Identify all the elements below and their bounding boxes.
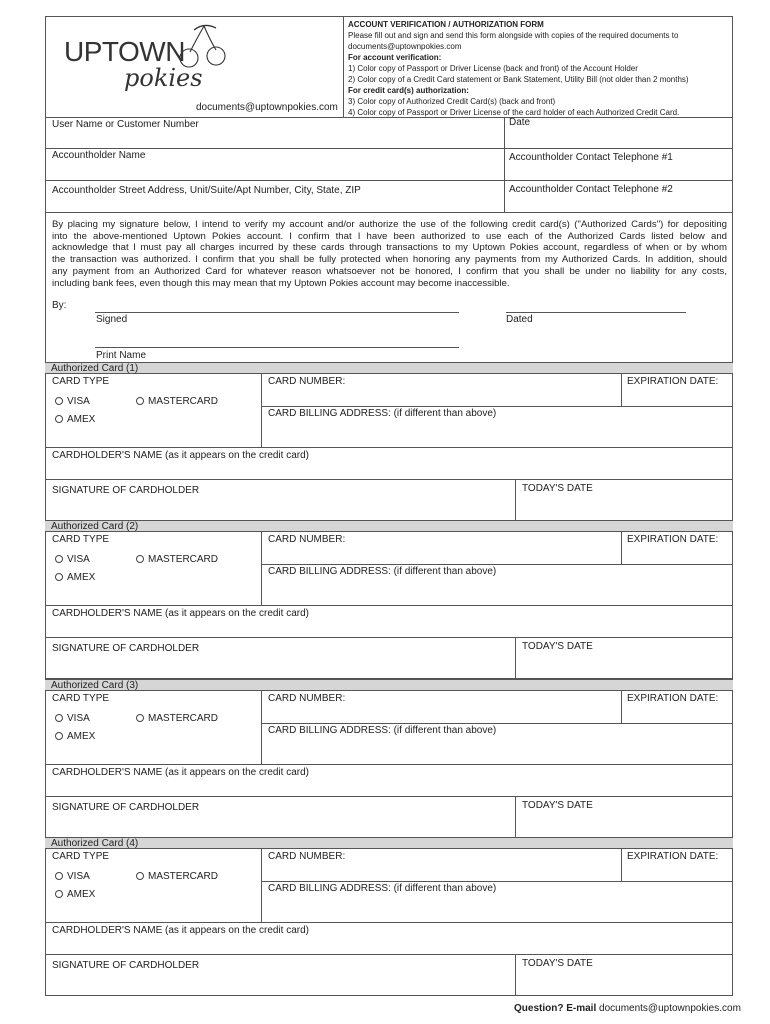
expiration-field[interactable] [623, 388, 732, 405]
card-number-label: CARD NUMBER: [268, 534, 346, 545]
username-label: User Name or Customer Number [52, 119, 199, 130]
visa-option[interactable] [55, 396, 90, 407]
amex-option[interactable] [55, 414, 95, 425]
radio-icon [136, 714, 144, 722]
radio-icon [55, 573, 63, 581]
mastercard-option[interactable] [136, 396, 218, 407]
consent-line: the transaction was authorized. I confirm that you shall be fully protected when honoring any payments from my Authorized Cards. In addition, should [52, 254, 727, 266]
amex-label: AMEX [67, 731, 96, 742]
footer-email[interactable]: documents@uptownpokies.com [599, 1003, 741, 1014]
cardholder-name-label: CARDHOLDER'S NAME (as it appears on the credit card) [52, 608, 309, 619]
signature-label: SIGNATURE OF CARDHOLDER [52, 485, 200, 496]
todays-date-label: TODAY'S DATE [522, 483, 593, 494]
cardholder-name-label: CARDHOLDER'S NAME (as it appears on the credit card) [52, 450, 309, 461]
signature-field[interactable] [46, 497, 514, 519]
notice-heading-account: For account verification: [348, 53, 442, 62]
todays-date-label: TODAY'S DATE [522, 641, 593, 652]
radio-icon [55, 714, 63, 722]
radio-icon [55, 555, 63, 563]
card-number-field[interactable] [263, 388, 619, 405]
card-header: Authorized Card (2) [45, 520, 733, 532]
visa-option[interactable] [55, 713, 90, 724]
amex-label: AMEX [67, 414, 96, 425]
footer-contact [514, 1003, 741, 1014]
visa-label: VISA [67, 871, 90, 882]
card-type-label: CARD TYPE [52, 534, 110, 545]
visa-option[interactable] [55, 871, 90, 882]
expiration-field[interactable] [623, 546, 732, 563]
visa-label: VISA [67, 554, 90, 565]
card-type-label: CARD TYPE [52, 693, 110, 704]
radio-icon [55, 872, 63, 880]
todays-date-field[interactable] [517, 812, 732, 836]
billing-address-field[interactable] [263, 578, 732, 604]
username-field[interactable] [46, 131, 502, 147]
card-number-field[interactable] [263, 546, 619, 563]
phone2-label: Accountholder Contact Telephone #2 [509, 184, 673, 195]
notice-item-2: 2) Color copy of a Credit Card statement or Bank Statement, Utility Bill (not older than 2 months) [348, 75, 689, 84]
notice-line2: documents@uptownpokies.com [348, 42, 462, 51]
radio-icon [136, 872, 144, 880]
logo-sub: pokies [124, 64, 203, 92]
visa-label: VISA [67, 396, 90, 407]
print-name-label: Print Name [96, 350, 147, 361]
radio-icon [136, 555, 144, 563]
card-number-label: CARD NUMBER: [268, 851, 346, 862]
signature-field[interactable] [46, 972, 514, 994]
signed-line[interactable] [95, 312, 459, 313]
todays-date-label: TODAY'S DATE [522, 800, 593, 811]
mastercard-option[interactable] [136, 554, 218, 565]
notice-item-1: 1) Color copy of Passport or Driver License (back and front) of the Account Holder [348, 64, 638, 73]
radio-icon [55, 732, 63, 740]
mastercard-label: MASTERCARD [148, 554, 219, 565]
expiration-label: EXPIRATION DATE: [627, 376, 719, 387]
expiration-field[interactable] [623, 705, 732, 722]
signature-label: SIGNATURE OF CARDHOLDER [52, 643, 200, 654]
radio-icon [136, 397, 144, 405]
notice-title: ACCOUNT VERIFICATION / AUTHORIZATION FORM [348, 20, 544, 29]
notice-heading-credit: For credit card(s) authorization: [348, 86, 469, 95]
logo [62, 22, 242, 100]
visa-label: VISA [67, 713, 90, 724]
consent-line: By placing my signature below, I intend to verify my account and/or authorize the use of the following credit card(s) ("Authorized Cards") for depositing [52, 219, 727, 230]
card-number-label: CARD NUMBER: [268, 693, 346, 704]
header-divider [343, 16, 344, 117]
expiration-label: EXPIRATION DATE: [627, 534, 719, 545]
cardholder-name-field[interactable] [46, 937, 732, 953]
card-header: Authorized Card (3) [45, 679, 733, 691]
billing-address-field[interactable] [263, 420, 732, 446]
mastercard-option[interactable] [136, 871, 218, 882]
address-field[interactable] [46, 197, 502, 211]
logo-brand: UPTOWN [64, 36, 185, 67]
dated-line[interactable] [506, 312, 686, 313]
amex-option[interactable] [55, 731, 95, 742]
dated-label: Dated [506, 314, 533, 325]
amex-option[interactable] [55, 889, 95, 900]
card-type-label: CARD TYPE [52, 376, 110, 387]
consent-line: acknowledge that I must pay all charges incurred by these cards through transactions to my Uptown Pokies account, regardless of when or by whom [52, 242, 727, 254]
print-name-line[interactable] [95, 347, 459, 348]
notice-item-3: 3) Color copy of Authorized Credit Card(s) (back and front) [348, 97, 556, 106]
signed-label: Signed [96, 314, 128, 325]
notice-block [348, 19, 689, 118]
footer-question: Question? E-mail [514, 1003, 597, 1014]
expiration-label: EXPIRATION DATE: [627, 693, 719, 704]
amex-option[interactable] [55, 572, 95, 583]
cardholder-name-field[interactable] [46, 620, 732, 636]
billing-address-field[interactable] [263, 737, 732, 763]
phone1-label: Accountholder Contact Telephone #1 [509, 152, 673, 163]
todays-date-field[interactable] [517, 495, 732, 519]
billing-address-field[interactable] [263, 895, 732, 921]
card-number-label: CARD NUMBER: [268, 376, 346, 387]
billing-address-label: CARD BILLING ADDRESS: (if different than above) [268, 883, 497, 894]
mastercard-label: MASTERCARD [148, 396, 219, 407]
expiration-field[interactable] [623, 863, 732, 880]
phone2-field[interactable] [506, 197, 732, 211]
amex-label: AMEX [67, 889, 96, 900]
notice-item-4: 4) Color copy of Passport or Driver License of the card holder of each Authorized Credit Card. [348, 108, 680, 117]
expiration-label: EXPIRATION DATE: [627, 851, 719, 862]
visa-option[interactable] [55, 554, 90, 565]
holder-name-field[interactable] [46, 163, 502, 179]
address-label: Accountholder Street Address, Unit/Suite/Apt Number, City, State, ZIP [52, 185, 361, 196]
signature-field[interactable] [46, 814, 514, 836]
notice-line1: Please fill out and sign and send this form alongside with copies of the required documents to [348, 31, 679, 40]
radio-icon [55, 415, 63, 423]
cardholder-name-field[interactable] [46, 462, 732, 478]
radio-icon [55, 397, 63, 405]
billing-address-label: CARD BILLING ADDRESS: (if different than above) [268, 566, 497, 577]
todays-date-label: TODAY'S DATE [522, 958, 593, 969]
by-label: By: [52, 300, 67, 311]
date-label: Date [509, 117, 531, 128]
consent-line: including bank fees, even though this may mean that my Uptown Pokies account may become inaccessible. [52, 277, 510, 289]
todays-date-field[interactable] [517, 653, 732, 677]
signature-label: SIGNATURE OF CARDHOLDER [52, 802, 200, 813]
cardholder-name-label: CARDHOLDER'S NAME (as it appears on the credit card) [52, 925, 309, 936]
mastercard-label: MASTERCARD [148, 871, 219, 882]
todays-date-field[interactable] [517, 970, 732, 994]
mastercard-option[interactable] [136, 713, 218, 724]
signature-label: SIGNATURE OF CARDHOLDER [52, 960, 200, 971]
logo-email: documents@uptownpokies.com [196, 102, 338, 113]
card-number-field[interactable] [263, 863, 619, 880]
billing-address-label: CARD BILLING ADDRESS: (if different than above) [268, 725, 497, 736]
amex-label: AMEX [67, 572, 96, 583]
billing-address-label: CARD BILLING ADDRESS: (if different than above) [268, 408, 497, 419]
signature-field[interactable] [46, 655, 514, 677]
holder-name-label: Accountholder Name [52, 150, 146, 161]
card-header: Authorized Card (4) [45, 837, 733, 849]
card-number-field[interactable] [263, 705, 619, 722]
card-header: Authorized Card (1) [45, 362, 733, 374]
consent-line: into the above-mentioned Uptown Pokies account. I confirm that I have been authorized to use each of the Authorized Cards listed below and [52, 230, 727, 242]
mastercard-label: MASTERCARD [148, 713, 219, 724]
consent-paragraph [52, 219, 727, 289]
date-field[interactable] [506, 131, 732, 147]
cardholder-name-label: CARDHOLDER'S NAME (as it appears on the credit card) [52, 767, 309, 778]
cardholder-name-field[interactable] [46, 779, 732, 795]
consent-line: any payment from an Authorized Card for whatever reason whatsoever not be honored, I confirm that you shall be under no liability for any costs, [52, 265, 727, 277]
card-type-label: CARD TYPE [52, 851, 110, 862]
radio-icon [55, 890, 63, 898]
phone1-field[interactable] [506, 165, 732, 179]
